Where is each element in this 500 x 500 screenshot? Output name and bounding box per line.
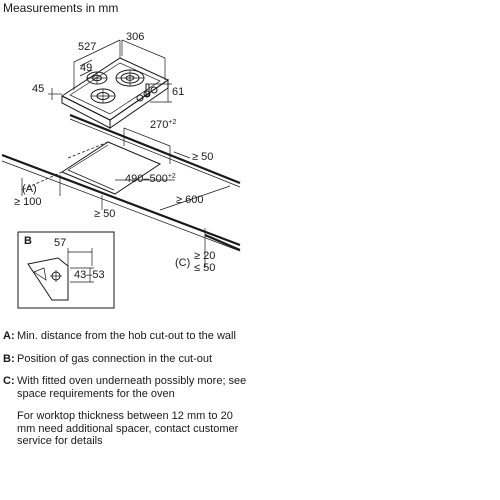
legend-text: With fitted oven underneath possibly more; see space requirements for the oven (17, 375, 247, 400)
marker-c: (C) (175, 257, 191, 269)
burner-front-left (91, 89, 115, 103)
detail-b-dim-57: 57 (54, 237, 67, 249)
dim-527-label: 527 (78, 41, 97, 53)
dim-306-label: 306 (126, 31, 145, 43)
page-title: Measurements in mm (3, 1, 119, 15)
legend-note: For worktop thickness between 12 mm to 20 mm need additional spacer, contact customer service for details (17, 410, 239, 447)
legend-item-a (3, 330, 253, 343)
legend-key: B: (3, 352, 15, 365)
dim-oven-gap-min: ≥ 20 (194, 250, 216, 262)
dim-490-500-label: $490-500^{+2}$ (125, 173, 176, 185)
worktop-illustration (2, 115, 240, 268)
legend-key: C: (3, 375, 15, 387)
marker-a: (A) (22, 183, 37, 195)
detail-b-dim-43-53: 43–53 (74, 269, 105, 281)
dim-49-label: 49 (80, 62, 93, 74)
dim-side-50-label: ≥ 50 (94, 208, 116, 220)
dim-270-label: $270^{+2}$ (150, 119, 177, 131)
legend (3, 330, 253, 448)
legend-item-c (3, 375, 253, 400)
burner-wok (116, 70, 144, 86)
dim-front-50-label: ≥ 50 (192, 151, 214, 163)
dim-45-label: 45 (32, 83, 45, 95)
legend-text: Min. distance from the hob cut-out to the wall (17, 330, 236, 342)
dim-wall-100-label: ≥ 100 (14, 196, 42, 208)
dim-oven-gap-max: ≤ 50 (194, 262, 216, 274)
legend-key: A: (3, 330, 15, 342)
dim-61-label: 61 (172, 86, 185, 98)
legend-text: Position of gas connection in the cut-out (17, 352, 213, 365)
detail-b-label: B (24, 235, 32, 247)
legend-item-b (3, 353, 253, 366)
dim-worktop-600-label: ≥ 600 (176, 194, 204, 206)
